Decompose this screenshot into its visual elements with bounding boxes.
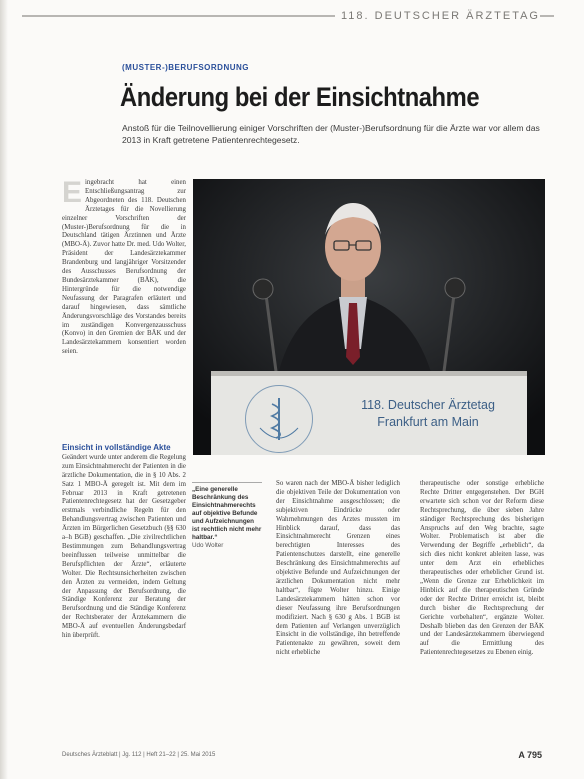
article-lead: Anstoß für die Teilnovellierung einiger Vorschriften der (Muster-)Berufsordnung für die Ärzte war vor allem das 2013 in Kraft getretene Patientenrechtegesetz. [122,123,540,145]
congress-logo [245,385,313,453]
column-3: therapeutische oder sonstige erhebliche Rechte Dritter entgegenstehen. Der BGH erwartete sich schon vor der Reform diese Rechtsprechung, die über sieben Jahre ständiger Rechtsprechung des bisherigen Anspruchs auf den Weg brachte, sagte Wolter. Problematisch ist aber die Verwendung der Begriffe „erheblich“, da sich dies nicht konkret ableiten lasse, was unter dem Arzt ein erhebliches therapeutisches oder erheblicher Grund ist. „Wenn die Grenze zur Erheblichkeit im Hinblick auf die therapeutischen Gründe oder der Rechte Dritter erreicht ist, bleibt durch bisher die Rechtsprechung der Gerichte vorbehalten“, ergänzte Wolter. Deshalb blieben das den Grenzen der BÄK und der Landesärztekammern überwiegend auf die Ermittlung des Patientenrechtegesetzes zu Ebenen einig. [420,480,544,657]
lectern-line-1: 118. Deutscher Ärztetag [361,398,495,412]
page-edge [0,0,8,779]
pull-quote-text: „Eine generelle Beschränkung des Einsichtnahmerechts auf objektive Befunde und Aufzeichnungen ist rechtlich nicht mehr haltbar.“ [192,486,262,541]
lectern-line-2: Frankfurt am Main [377,415,479,429]
drop-cap: E [62,176,83,209]
aesculapian-staff-icon [246,386,312,452]
column-1-body [62,438,186,641]
journal-footer: Deutsches Ärzteblatt | Jg. 112 | Heft 21–22 | 25. Mai 2015 [62,752,216,758]
article-title: Änderung bei der Einsichtnahme [120,82,480,112]
page-number: A 795 [518,750,542,760]
speaker-photo [193,179,545,455]
article-kicker: (MUSTER-)BERUFSORDNUNG [122,63,249,72]
subheading: Einsicht in vollständige Akte [62,443,171,452]
intro-text: ingebracht hat einen Entschließungsantrag zur Abgeordneten des 118. Deutschen Ärztetages für die Novellierung einzelner Vorschriften der (Muster-)Berufsordnung für die in Deutschland tätigen Ärztinnen und Ärzte (MBO-Ä). Zuvor hatte Dr. med. Udo Wolter, Präsident der Landesärztekammer Brandenburg und langjähriger Vorsitzender des Ausschusses Berufsordnung der Bundesärztekammer (BÄK), die Hintergründe für die notwendige Neufassung der Paragrafen erläutert und darauf hingewiesen, dass sämtliche Änderungsvorschläge des Vorstandes bereits im zuständigen Konvergenzausschuss (Konvo) in den Gremien der BÄK und der Landesärztekammern konsentiert worden seien. [62,179,186,356]
section-label: 118. DEUTSCHER ÄRZTETAG [335,10,540,22]
pull-quote [192,482,262,550]
column-2: So waren nach der MBO-Ä bisher lediglich die objektiven Teile der Dokumentation von der Einsichtnahme ausgeschlossen; die subjektiven Eindrücke oder Wahrnehmungen des Arztes mussten im Hinblick darauf, dass das Einsichtnahmerecht Grenzen eines berechtigten Interesses des Patientenschutzes darstellt, eine generelle Beschränkung des Einsichtnahmerechts auf objektive Befunde und Aufzeichnungen der ärztlichen Dokumentation nicht mehr haltbar“, fügte Wolter hinzu. Einige Landesärztekammern hätten schon vor dieser Neufassung ihre Berufsordnungen modifiziert. Nach § 630 g Abs. 1 BGB ist dem Patienten auf Verlangen unverzüglich Einsicht in die vollständige, ihn betreffende Patientenakte zu gewähren, soweit dem nicht erhebliche [276,480,400,657]
body-text-1: Geändert wurde unter anderem die Regelung zum Einsichtnahmerecht der Patienten in die ärztliche Dokumentation, die in § 10 Abs. 2 Satz 1 MBO-Ä geregelt ist. Mit dem im Februar 2013 in Kraft getretenen Patientenrechtegesetz hat der Gesetzgeber erstmals verbindliche Regeln für den Behandlungsvertrag zwischen Patienten und Ärzten im Bürgerlichen Gesetzbuch (§§ 630 a–h BGB) geschaffen. „Die zivilrechtlichen Bestimmungen zum Behandlungsvertrag beeinflussen teilweise unmittelbar die Berufspflichten der Ärzte“, erläuterte Wolter. Die Rechtsunsicherheiten zwischen den Ärzten zu vermeiden, indem Geltung der Anpassung der Berufsordnung, die Ständige Konferenz zur Beratung der Berufsordnung und die Ständige Konferenz der Rechtsberater der Ärztekammern die MBO-Ä auf eventuellen Änderungsbedarf hin überprüft. [62,453,186,640]
pull-quote-attribution: Udo Wolter [192,542,224,549]
lectern-text [333,397,523,431]
column-1-intro [62,176,186,357]
